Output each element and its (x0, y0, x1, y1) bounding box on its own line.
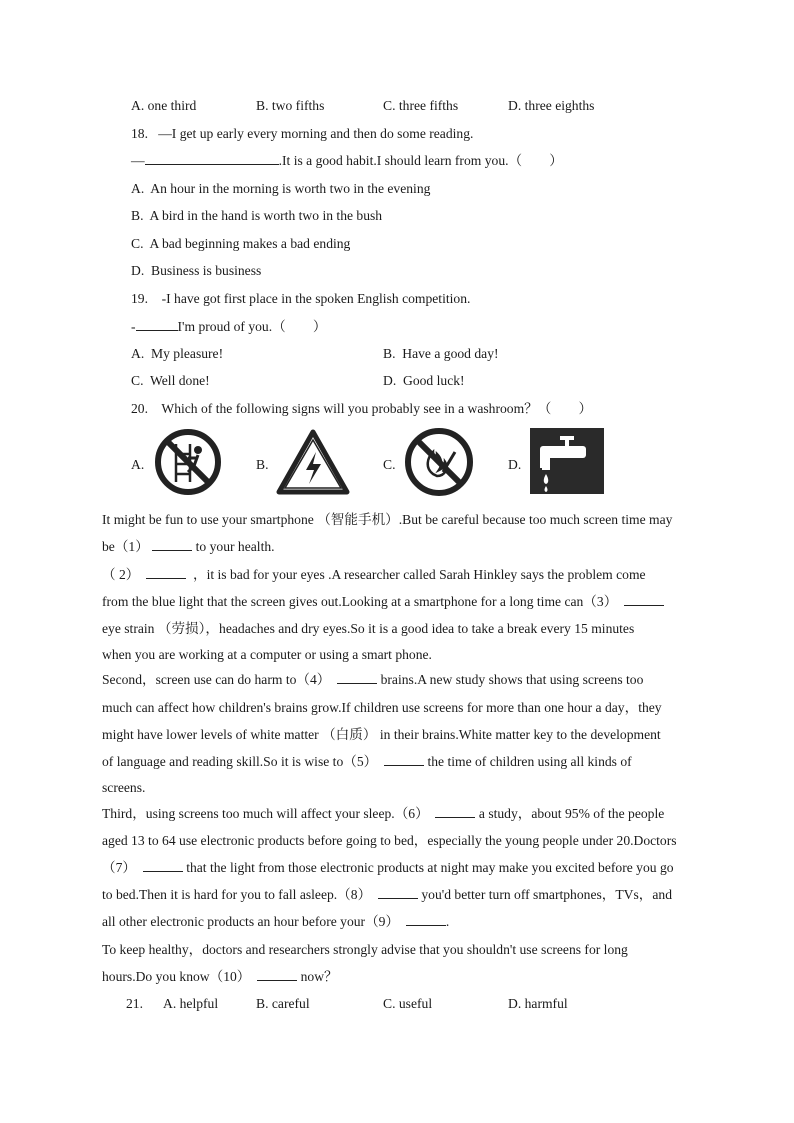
water-tap-sign-icon[interactable] (530, 428, 604, 494)
passage-line: eye strain （劳损），headaches and dry eyes.So it is a good idea to take a break every 15 minutes (102, 621, 635, 636)
q18-option-d[interactable]: D. Business is business (131, 263, 262, 278)
q17-option-b[interactable]: B. two fifths (256, 98, 325, 113)
passage-line: screens. (102, 780, 146, 795)
answer-blank-3[interactable] (624, 604, 664, 606)
passage-line: when you are working at a computer or using a smart phone. (102, 647, 432, 662)
q17-option-a[interactable]: A. one third (131, 98, 197, 113)
answer-blank-10[interactable] (257, 979, 297, 981)
answer-blank-7[interactable] (143, 870, 183, 872)
q19-option-c[interactable]: C. Well done! (131, 373, 210, 388)
passage-line: might have lower levels of white matter （白质） in their brains.White matter key to the development (102, 727, 661, 742)
answer-blank-9[interactable] (406, 924, 446, 926)
q19-option-a[interactable]: A. My pleasure! (131, 346, 224, 361)
passage-line: all other electronic products an hour before your（9） . (102, 914, 450, 929)
answer-blank-1[interactable] (152, 549, 192, 551)
passage-line: hours.Do you know（10） now？ (102, 969, 338, 984)
passage-line: to bed.Then it is hard for you to fall asleep.（8） you'd better turn off smartphones，TVs，and (102, 887, 672, 902)
passage-line: Second，screen use can do harm to（4） brains.A new study shows that using screens too (102, 672, 644, 687)
electric-hazard-sign-icon[interactable] (275, 428, 351, 496)
passage-line: （7） that the light from those electronic products at night may make you excited before you go (102, 860, 674, 875)
passage-line: Third，using screens too much will affect your sleep.（6） a study，about 95% of the people (102, 806, 665, 821)
answer-blank-6[interactable] (435, 816, 475, 818)
q21-number: 21. (126, 996, 143, 1011)
q20-option-d-label[interactable]: D. (508, 457, 522, 472)
q20-option-c-label[interactable]: C. (383, 457, 396, 472)
q18-response-line: — .It is a good habit.I should learn from you.（ ） (131, 153, 563, 168)
q20-option-a-label[interactable]: A. (131, 457, 145, 472)
passage-line: be（1） to your health. (102, 539, 275, 554)
q21-option-c[interactable]: C. useful (383, 996, 433, 1011)
q20-option-b-label[interactable]: B. (256, 457, 269, 472)
passage-line: To keep healthy，doctors and researchers strongly advise that you shouldn't use screens for long (102, 942, 628, 957)
q19-response-line: - I'm proud of you.（ ） (131, 319, 327, 334)
passage-line: from the blue light that the screen gives out.Looking at a smartphone for a long time can（3） (102, 595, 664, 609)
q18-option-c[interactable]: C. A bad beginning makes a bad ending (131, 236, 351, 251)
no-fire-sign-icon[interactable] (403, 426, 475, 498)
q19-option-d[interactable]: D. Good luck! (383, 373, 465, 388)
q20-question: 20. Which of the following signs will you probably see in a washroom？（ ） (131, 401, 593, 416)
q18-question: 18. —I get up early every morning and then do some reading. (131, 126, 474, 141)
answer-blank[interactable] (145, 163, 279, 165)
q17-option-d[interactable]: D. three eighths (508, 98, 595, 113)
q18-option-b[interactable]: B. A bird in the hand is worth two in the bush (131, 208, 383, 223)
passage-line: It might be fun to use your smartphone （智能手机）.But be careful because too much screen time may (102, 512, 673, 527)
answer-blank-2[interactable] (146, 577, 186, 579)
q17-option-c[interactable]: C. three fifths (383, 98, 459, 113)
q21-option-d[interactable]: D. harmful (508, 996, 568, 1011)
answer-blank[interactable] (136, 329, 178, 331)
passage-line: of language and reading skill.So it is wise to（5） the time of children using all kinds of (102, 754, 632, 769)
passage-line: （ 2） ，it is bad for your eyes .A researcher called Sarah Hinkley says the problem come (102, 567, 646, 582)
no-climbing-sign-icon[interactable] (154, 428, 222, 496)
q18-option-a[interactable]: A. An hour in the morning is worth two in the evening (131, 181, 431, 196)
q21-option-b[interactable]: B. careful (256, 996, 310, 1011)
answer-blank-5[interactable] (384, 764, 424, 766)
answer-blank-4[interactable] (337, 682, 377, 684)
passage-line: aged 13 to 64 use electronic products before going to bed，especially the young people under 20.Doctors (102, 833, 677, 848)
answer-blank-8[interactable] (378, 897, 418, 899)
q19-question: 19. -I have got first place in the spoken English competition. (131, 291, 471, 306)
q21-option-a[interactable]: A. helpful (163, 996, 219, 1011)
q19-option-b[interactable]: B. Have a good day! (383, 346, 499, 361)
passage-line: much can affect how children's brains grow.If children use screens for more than one hour a day，they (102, 700, 662, 715)
